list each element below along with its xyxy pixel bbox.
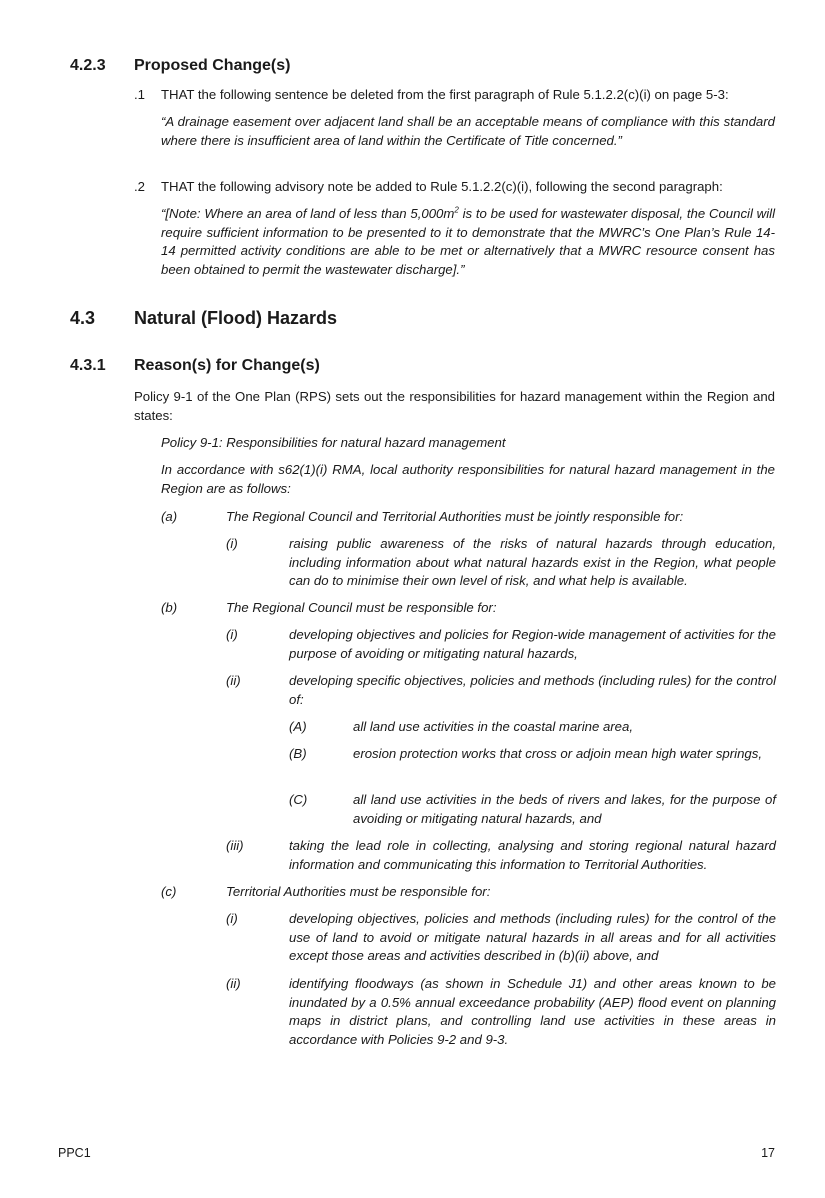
clause-label: (b) bbox=[161, 600, 178, 615]
policy-lead: In accordance with s62(1)(i) RMA, local authority responsibilities for natural hazard management in the Region are as follows: bbox=[161, 462, 775, 496]
policy-title: Policy 9-1: Responsibilities for natural hazard management bbox=[161, 435, 506, 450]
item-label: (A) bbox=[289, 719, 307, 734]
item-text: THAT the following sentence be deleted from the first paragraph of Rule 5.1.2.2(c)(i) on page 5-3: bbox=[161, 87, 729, 102]
item-number: .1 bbox=[134, 87, 145, 102]
clause-text: Territorial Authorities must be responsible for: bbox=[226, 884, 491, 899]
subclause-label: (i) bbox=[226, 911, 238, 926]
section-title: Natural (Flood) Hazards bbox=[134, 308, 338, 328]
subclause-text: identifying floodways (as shown in Schedule J1) and other areas known to be inundated by a 0.5% annual exceedance probability (AEP) flood event on planning maps in district plans, and controlling land use activities in these areas in accordance with Policies 9-2 and 9-3. bbox=[289, 976, 776, 1047]
clause-text: The Regional Council must be responsible for: bbox=[226, 600, 497, 615]
item-number: .2 bbox=[134, 179, 145, 194]
clause-label: (a) bbox=[161, 509, 178, 524]
subclause-text: developing objectives, policies and methods (including rules) for the control of the use of land to avoid or mitigate natural hazards in all areas and for all activities except those areas and activities described in (b)(ii) above, and bbox=[289, 911, 776, 963]
section-number: 4.3 bbox=[70, 308, 96, 328]
page-number: 17 bbox=[761, 1146, 775, 1160]
advisory-note: “[Note: Where an area of land of less than $5,000m^2$ is to be used for wastewater disposal, the Council will require sufficient information to be presented to it to demonstrate that the MWRC’s One Plan’s Rule 14-14 permitted activity conditions are able to be met or alternatively that a MWRC resource consent has been obtained to permit the wastewater discharge].” bbox=[161, 205, 775, 277]
item-text: all land use activities in the coastal marine area, bbox=[353, 719, 634, 734]
footer-document-code: PPC1 bbox=[58, 1146, 91, 1160]
subclause-label: (iii) bbox=[226, 838, 244, 853]
section-title: Reason(s) for Change(s) bbox=[134, 357, 320, 374]
subclause-label: (i) bbox=[226, 627, 238, 642]
clause-label: (c) bbox=[161, 884, 177, 899]
item-text: erosion protection works that cross or adjoin mean high water springs, bbox=[353, 746, 763, 761]
section-number: 4.2.3 bbox=[70, 57, 106, 74]
clause-text: The Regional Council and Territorial Authorities must be jointly responsible for: bbox=[226, 509, 684, 524]
section-number: 4.3.1 bbox=[70, 357, 106, 374]
subclause-text: taking the lead role in collecting, analysing and storing regional natural hazard information and communicating this information to Territorial Authorities. bbox=[289, 838, 776, 872]
item-text: all land use activities in the beds of rivers and lakes, for the purpose of avoiding or mitigating natural hazards, and bbox=[353, 792, 776, 826]
item-label: (B) bbox=[289, 746, 307, 761]
subclause-label: (ii) bbox=[226, 976, 241, 991]
quoted-sentence: “A drainage easement over adjacent land shall be an acceptable means of compliance with this standard where there is insufficient area of land within the Certificate of Title concerned.” bbox=[161, 114, 775, 148]
intro-paragraph: Policy 9-1 of the One Plan (RPS) sets out the responsibilities for hazard management within the Region and states: bbox=[134, 389, 775, 423]
section-title: Proposed Change(s) bbox=[134, 57, 291, 74]
item-text: THAT the following advisory note be added to Rule 5.1.2.2(c)(i), following the second paragraph: bbox=[161, 179, 723, 194]
subclause-text: raising public awareness of the risks of natural hazards through education, including information about what natural hazards exist in the Region, what people can do to minimise their own level of risk, and what help is available. bbox=[289, 536, 776, 588]
item-label: (C) bbox=[289, 792, 308, 807]
subclause-label: (ii) bbox=[226, 673, 241, 688]
subclause-label: (i) bbox=[226, 536, 238, 551]
subclause-text: developing specific objectives, policies and methods (including rules) for the control of: bbox=[289, 673, 776, 707]
subclause-text: developing objectives and policies for Region-wide management of activities for the purpose of avoiding or mitigating natural hazards, bbox=[289, 627, 776, 661]
